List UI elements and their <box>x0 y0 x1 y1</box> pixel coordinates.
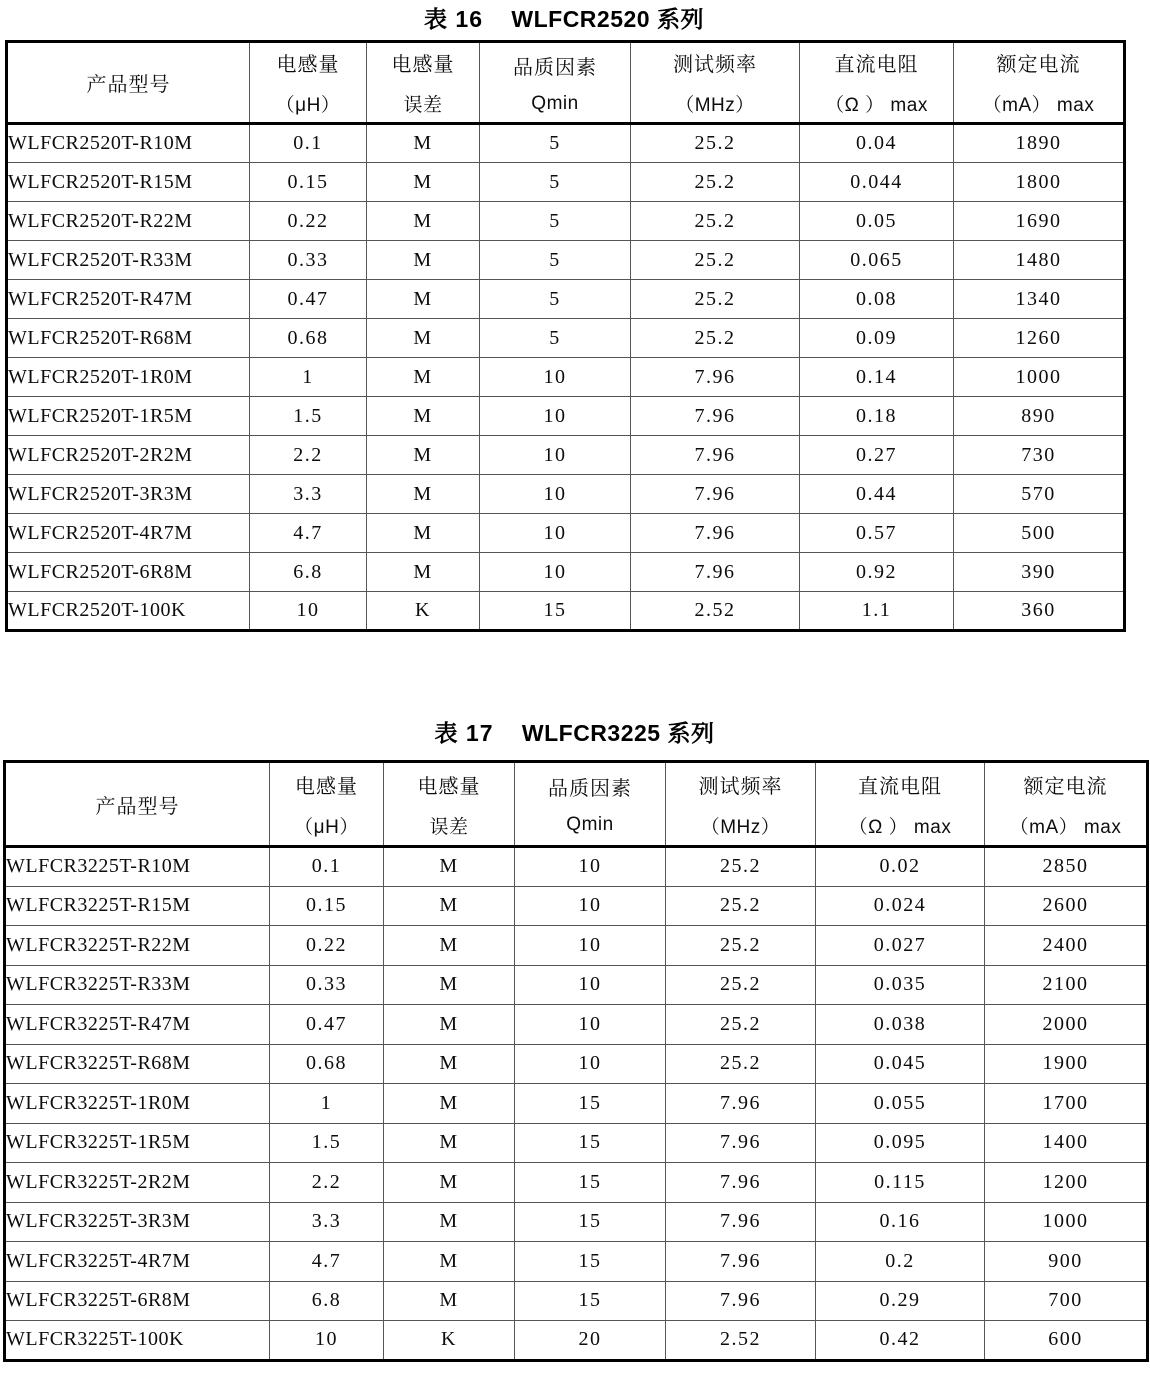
value-cell-q-factor: 10 <box>515 847 666 887</box>
header-row <box>5 762 1148 847</box>
value-cell-rated-current: 1340 <box>954 280 1125 319</box>
value-cell-rated-current: 1900 <box>985 1044 1148 1084</box>
col-header-rated-current <box>985 762 1148 847</box>
table-row <box>7 475 1125 514</box>
col-header-line2: （mA） max <box>982 95 1095 116</box>
wlfcr3225-spec-table <box>3 760 1149 1362</box>
value-cell-dc-resistance: 0.44 <box>800 475 954 514</box>
value-cell-dc-resistance: 0.29 <box>816 1281 985 1321</box>
table-row <box>7 358 1125 397</box>
value-cell-inductance: 0.33 <box>270 965 384 1005</box>
col-header-inductance <box>270 762 384 847</box>
table-row <box>5 1084 1148 1124</box>
product-model-cell: WLFCR2520T-R33M <box>7 241 250 280</box>
value-cell-q-factor: 5 <box>480 124 631 163</box>
product-model-cell: WLFCR3225T-R22M <box>5 926 270 966</box>
value-cell-tolerance: M <box>367 124 480 163</box>
value-cell-q-factor: 15 <box>515 1163 666 1203</box>
value-cell-inductance: 6.8 <box>270 1281 384 1321</box>
value-cell-dc-resistance: 0.2 <box>816 1242 985 1282</box>
value-cell-rated-current: 730 <box>954 436 1125 475</box>
value-cell-test-frequency: 7.96 <box>666 1084 816 1124</box>
product-model-cell: WLFCR3225T-R47M <box>5 1005 270 1045</box>
value-cell-rated-current: 900 <box>985 1242 1148 1282</box>
value-cell-tolerance: M <box>384 1163 515 1203</box>
col-header-line1: 品质因素 <box>513 56 597 79</box>
table-row <box>7 124 1125 163</box>
value-cell-q-factor: 15 <box>515 1242 666 1282</box>
value-cell-tolerance: M <box>367 280 480 319</box>
value-cell-test-frequency: 7.96 <box>666 1163 816 1203</box>
value-cell-dc-resistance: 0.095 <box>816 1123 985 1163</box>
table-17-number: 表 17 <box>434 720 494 746</box>
product-model-cell: WLFCR2520T-100K <box>7 592 250 631</box>
col-header-line2: 误差 <box>429 816 469 838</box>
col-header-line2: （Ω ） max <box>848 816 952 838</box>
table-row <box>7 319 1125 358</box>
value-cell-inductance: 0.22 <box>250 202 367 241</box>
value-cell-test-frequency: 25.2 <box>666 847 816 887</box>
col-header-line2: （μH） <box>294 816 359 838</box>
value-cell-dc-resistance: 0.57 <box>800 514 954 553</box>
value-cell-rated-current: 1690 <box>954 202 1125 241</box>
value-cell-dc-resistance: 0.09 <box>800 319 954 358</box>
value-cell-rated-current: 390 <box>954 553 1125 592</box>
value-cell-tolerance: M <box>384 1044 515 1084</box>
table-row <box>5 1321 1148 1361</box>
value-cell-inductance: 0.15 <box>270 886 384 926</box>
col-header-inductance <box>250 42 367 124</box>
value-cell-q-factor: 15 <box>515 1202 666 1242</box>
value-cell-inductance: 0.15 <box>250 163 367 202</box>
value-cell-q-factor: 10 <box>515 1044 666 1084</box>
value-cell-dc-resistance: 0.08 <box>800 280 954 319</box>
value-cell-dc-resistance: 0.045 <box>816 1044 985 1084</box>
col-header-line2: 误差 <box>403 95 443 116</box>
value-cell-test-frequency: 7.96 <box>631 553 800 592</box>
value-cell-rated-current: 1000 <box>985 1202 1148 1242</box>
col-header-tolerance <box>384 762 515 847</box>
value-cell-dc-resistance: 0.16 <box>816 1202 985 1242</box>
value-cell-tolerance: M <box>384 1202 515 1242</box>
value-cell-test-frequency: 25.2 <box>631 163 800 202</box>
table-row <box>5 886 1148 926</box>
col-header-line2: Qmin <box>531 92 579 114</box>
value-cell-rated-current: 1200 <box>985 1163 1148 1203</box>
value-cell-tolerance: M <box>384 1005 515 1045</box>
value-cell-inductance: 10 <box>250 592 367 631</box>
value-cell-q-factor: 5 <box>480 241 631 280</box>
col-header-line1: 电感量 <box>417 775 481 798</box>
value-cell-tolerance: M <box>384 1281 515 1321</box>
value-cell-test-frequency: 25.2 <box>666 926 816 966</box>
table-row <box>7 592 1125 631</box>
col-header-line1: 电感量 <box>391 54 455 76</box>
value-cell-tolerance: M <box>384 926 515 966</box>
value-cell-test-frequency: 25.2 <box>631 319 800 358</box>
value-cell-tolerance: M <box>384 886 515 926</box>
table-row <box>5 1202 1148 1242</box>
value-cell-test-frequency: 7.96 <box>631 475 800 514</box>
col-header-line1: 电感量 <box>276 54 340 76</box>
value-cell-tolerance: M <box>367 241 480 280</box>
value-cell-rated-current: 600 <box>985 1321 1148 1361</box>
value-cell-dc-resistance: 0.27 <box>800 436 954 475</box>
value-cell-rated-current: 2600 <box>985 886 1148 926</box>
col-header-line1: 测试频率 <box>673 54 757 76</box>
value-cell-rated-current: 1480 <box>954 241 1125 280</box>
col-header-test-frequency <box>666 762 816 847</box>
product-model-cell: WLFCR2520T-4R7M <box>7 514 250 553</box>
wlfcr2520-spec-table <box>5 40 1126 632</box>
col-header-line2: （Ω ） max <box>825 95 928 116</box>
value-cell-tolerance: M <box>384 1242 515 1282</box>
value-cell-tolerance: M <box>367 163 480 202</box>
col-header-line1: 产品型号 <box>86 74 171 96</box>
value-cell-dc-resistance: 0.02 <box>816 847 985 887</box>
value-cell-test-frequency: 25.2 <box>666 1044 816 1084</box>
table-16-number: 表 16 <box>424 6 483 32</box>
col-header-test-frequency <box>631 42 800 124</box>
col-header-line2: Qmin <box>566 814 614 835</box>
value-cell-inductance: 10 <box>270 1321 384 1361</box>
value-cell-test-frequency: 7.96 <box>666 1202 816 1242</box>
value-cell-inductance: 3.3 <box>250 475 367 514</box>
product-model-cell: WLFCR2520T-1R0M <box>7 358 250 397</box>
value-cell-inductance: 0.68 <box>250 319 367 358</box>
value-cell-tolerance: K <box>367 592 480 631</box>
product-model-cell: WLFCR3225T-100K <box>5 1321 270 1361</box>
table-16-series-name: WLFCR2520 系列 <box>511 6 704 32</box>
value-cell-inductance: 3.3 <box>270 1202 384 1242</box>
value-cell-inductance: 4.7 <box>270 1242 384 1282</box>
value-cell-tolerance: M <box>367 436 480 475</box>
col-header-line1: 直流电阻 <box>834 54 919 76</box>
value-cell-q-factor: 15 <box>515 1281 666 1321</box>
value-cell-dc-resistance: 0.035 <box>816 965 985 1005</box>
value-cell-q-factor: 10 <box>515 926 666 966</box>
value-cell-dc-resistance: 0.115 <box>816 1163 985 1203</box>
table-17-series-name: WLFCR3225 系列 <box>521 720 715 746</box>
table-row <box>7 280 1125 319</box>
table-17-block <box>3 710 1146 1362</box>
col-header-line1: 品质因素 <box>548 778 632 800</box>
col-header-product-model <box>7 42 250 124</box>
table-16-caption <box>5 2 1123 40</box>
value-cell-test-frequency: 7.96 <box>631 514 800 553</box>
product-model-cell: WLFCR2520T-R47M <box>7 280 250 319</box>
value-cell-q-factor: 10 <box>480 397 631 436</box>
col-header-tolerance <box>367 42 480 124</box>
header-row <box>7 42 1125 124</box>
value-cell-q-factor: 15 <box>515 1123 666 1163</box>
table-row <box>7 397 1125 436</box>
product-model-cell: WLFCR3225T-1R0M <box>5 1084 270 1124</box>
value-cell-tolerance: K <box>384 1321 515 1361</box>
value-cell-rated-current: 2400 <box>985 926 1148 966</box>
product-model-cell: WLFCR2520T-6R8M <box>7 553 250 592</box>
table-row <box>5 1163 1148 1203</box>
value-cell-q-factor: 5 <box>480 163 631 202</box>
value-cell-rated-current: 360 <box>954 592 1125 631</box>
product-model-cell: WLFCR2520T-R22M <box>7 202 250 241</box>
table-row <box>7 241 1125 280</box>
col-header-product-model <box>5 762 270 847</box>
value-cell-q-factor: 5 <box>480 280 631 319</box>
table-row <box>7 163 1125 202</box>
value-cell-tolerance: M <box>367 475 480 514</box>
value-cell-inductance: 1.5 <box>270 1123 384 1163</box>
value-cell-inductance: 0.1 <box>250 124 367 163</box>
value-cell-rated-current: 2850 <box>985 847 1148 887</box>
value-cell-test-frequency: 7.96 <box>666 1281 816 1321</box>
value-cell-rated-current: 1400 <box>985 1123 1148 1163</box>
value-cell-dc-resistance: 0.065 <box>800 241 954 280</box>
table-row <box>5 1044 1148 1084</box>
col-header-dc-resistance <box>816 762 985 847</box>
value-cell-q-factor: 15 <box>515 1084 666 1124</box>
product-model-cell: WLFCR2520T-R10M <box>7 124 250 163</box>
table-row <box>5 1242 1148 1282</box>
value-cell-rated-current: 570 <box>954 475 1125 514</box>
value-cell-inductance: 4.7 <box>250 514 367 553</box>
value-cell-rated-current: 1800 <box>954 163 1125 202</box>
value-cell-test-frequency: 7.96 <box>631 358 800 397</box>
value-cell-rated-current: 1890 <box>954 124 1125 163</box>
value-cell-rated-current: 890 <box>954 397 1125 436</box>
value-cell-dc-resistance: 0.038 <box>816 1005 985 1045</box>
value-cell-inductance: 1 <box>270 1084 384 1124</box>
value-cell-dc-resistance: 0.92 <box>800 553 954 592</box>
value-cell-tolerance: M <box>384 1084 515 1124</box>
value-cell-test-frequency: 25.2 <box>631 124 800 163</box>
value-cell-dc-resistance: 0.04 <box>800 124 954 163</box>
value-cell-dc-resistance: 0.18 <box>800 397 954 436</box>
product-model-cell: WLFCR2520T-R15M <box>7 163 250 202</box>
product-model-cell: WLFCR2520T-1R5M <box>7 397 250 436</box>
table-row <box>7 436 1125 475</box>
table-row <box>7 514 1125 553</box>
value-cell-rated-current: 1260 <box>954 319 1125 358</box>
col-header-line1: 直流电阻 <box>858 775 942 798</box>
col-header-line1: 额定电流 <box>996 54 1081 76</box>
col-header-rated-current <box>954 42 1125 124</box>
col-header-line1: 额定电流 <box>1023 775 1108 798</box>
table-row <box>5 965 1148 1005</box>
value-cell-tolerance: M <box>367 319 480 358</box>
product-model-cell: WLFCR2520T-2R2M <box>7 436 250 475</box>
value-cell-tolerance: M <box>384 965 515 1005</box>
product-model-cell: WLFCR3225T-R68M <box>5 1044 270 1084</box>
value-cell-rated-current: 1700 <box>985 1084 1148 1124</box>
value-cell-dc-resistance: 1.1 <box>800 592 954 631</box>
value-cell-q-factor: 5 <box>480 202 631 241</box>
product-model-cell: WLFCR2520T-R68M <box>7 319 250 358</box>
table-row <box>5 847 1148 887</box>
value-cell-test-frequency: 25.2 <box>666 1005 816 1045</box>
value-cell-inductance: 0.47 <box>270 1005 384 1045</box>
value-cell-tolerance: M <box>367 358 480 397</box>
value-cell-tolerance: M <box>367 553 480 592</box>
value-cell-dc-resistance: 0.055 <box>816 1084 985 1124</box>
table-row <box>5 1123 1148 1163</box>
value-cell-q-factor: 5 <box>480 319 631 358</box>
value-cell-q-factor: 10 <box>515 965 666 1005</box>
product-model-cell: WLFCR3225T-2R2M <box>5 1163 270 1203</box>
col-header-q-factor <box>480 42 631 124</box>
value-cell-rated-current: 2100 <box>985 965 1148 1005</box>
table-row <box>5 1005 1148 1045</box>
value-cell-inductance: 1.5 <box>250 397 367 436</box>
value-cell-q-factor: 20 <box>515 1321 666 1361</box>
value-cell-q-factor: 10 <box>515 886 666 926</box>
value-cell-test-frequency: 2.52 <box>666 1321 816 1361</box>
table-row <box>7 553 1125 592</box>
value-cell-rated-current: 700 <box>985 1281 1148 1321</box>
value-cell-tolerance: M <box>384 1123 515 1163</box>
value-cell-inductance: 1 <box>250 358 367 397</box>
value-cell-dc-resistance: 0.027 <box>816 926 985 966</box>
table-row <box>5 926 1148 966</box>
value-cell-q-factor: 10 <box>480 514 631 553</box>
value-cell-q-factor: 10 <box>480 436 631 475</box>
product-model-cell: WLFCR3225T-3R3M <box>5 1202 270 1242</box>
value-cell-rated-current: 1000 <box>954 358 1125 397</box>
product-model-cell: WLFCR3225T-R15M <box>5 886 270 926</box>
col-header-line2: （MHz） <box>675 95 755 116</box>
value-cell-rated-current: 2000 <box>985 1005 1148 1045</box>
product-model-cell: WLFCR3225T-R10M <box>5 847 270 887</box>
col-header-dc-resistance <box>800 42 954 124</box>
value-cell-test-frequency: 2.52 <box>631 592 800 631</box>
value-cell-dc-resistance: 0.024 <box>816 886 985 926</box>
value-cell-tolerance: M <box>367 202 480 241</box>
value-cell-inductance: 2.2 <box>250 436 367 475</box>
value-cell-q-factor: 10 <box>480 475 631 514</box>
value-cell-dc-resistance: 0.14 <box>800 358 954 397</box>
product-model-cell: WLFCR2520T-3R3M <box>7 475 250 514</box>
product-model-cell: WLFCR3225T-6R8M <box>5 1281 270 1321</box>
col-header-line1: 产品型号 <box>95 795 180 818</box>
value-cell-dc-resistance: 0.05 <box>800 202 954 241</box>
table-16-block <box>5 2 1123 632</box>
value-cell-test-frequency: 7.96 <box>631 436 800 475</box>
value-cell-q-factor: 10 <box>515 1005 666 1045</box>
value-cell-q-factor: 10 <box>480 553 631 592</box>
value-cell-inductance: 0.33 <box>250 241 367 280</box>
col-header-line2: （MHz） <box>700 816 781 838</box>
value-cell-inductance: 2.2 <box>270 1163 384 1203</box>
value-cell-inductance: 0.68 <box>270 1044 384 1084</box>
value-cell-test-frequency: 25.2 <box>666 886 816 926</box>
value-cell-tolerance: M <box>367 514 480 553</box>
value-cell-inductance: 0.22 <box>270 926 384 966</box>
col-header-line2: （mA） max <box>1009 816 1122 838</box>
value-cell-inductance: 0.47 <box>250 280 367 319</box>
value-cell-tolerance: M <box>367 397 480 436</box>
product-model-cell: WLFCR3225T-R33M <box>5 965 270 1005</box>
value-cell-tolerance: M <box>384 847 515 887</box>
value-cell-dc-resistance: 0.42 <box>816 1321 985 1361</box>
table-row <box>5 1281 1148 1321</box>
product-model-cell: WLFCR3225T-4R7M <box>5 1242 270 1282</box>
col-header-q-factor <box>515 762 666 847</box>
value-cell-test-frequency: 25.2 <box>631 202 800 241</box>
table-17-caption <box>3 710 1146 760</box>
value-cell-test-frequency: 7.96 <box>666 1123 816 1163</box>
col-header-line2: （μH） <box>275 95 341 116</box>
value-cell-test-frequency: 25.2 <box>631 241 800 280</box>
col-header-line1: 电感量 <box>295 775 358 798</box>
table-row <box>7 202 1125 241</box>
value-cell-test-frequency: 7.96 <box>666 1242 816 1282</box>
value-cell-rated-current: 500 <box>954 514 1125 553</box>
value-cell-q-factor: 10 <box>480 358 631 397</box>
value-cell-inductance: 6.8 <box>250 553 367 592</box>
product-model-cell: WLFCR3225T-1R5M <box>5 1123 270 1163</box>
value-cell-inductance: 0.1 <box>270 847 384 887</box>
col-header-line1: 测试频率 <box>698 775 783 798</box>
value-cell-dc-resistance: 0.044 <box>800 163 954 202</box>
value-cell-q-factor: 15 <box>480 592 631 631</box>
value-cell-test-frequency: 25.2 <box>631 280 800 319</box>
value-cell-test-frequency: 7.96 <box>631 397 800 436</box>
value-cell-test-frequency: 25.2 <box>666 965 816 1005</box>
